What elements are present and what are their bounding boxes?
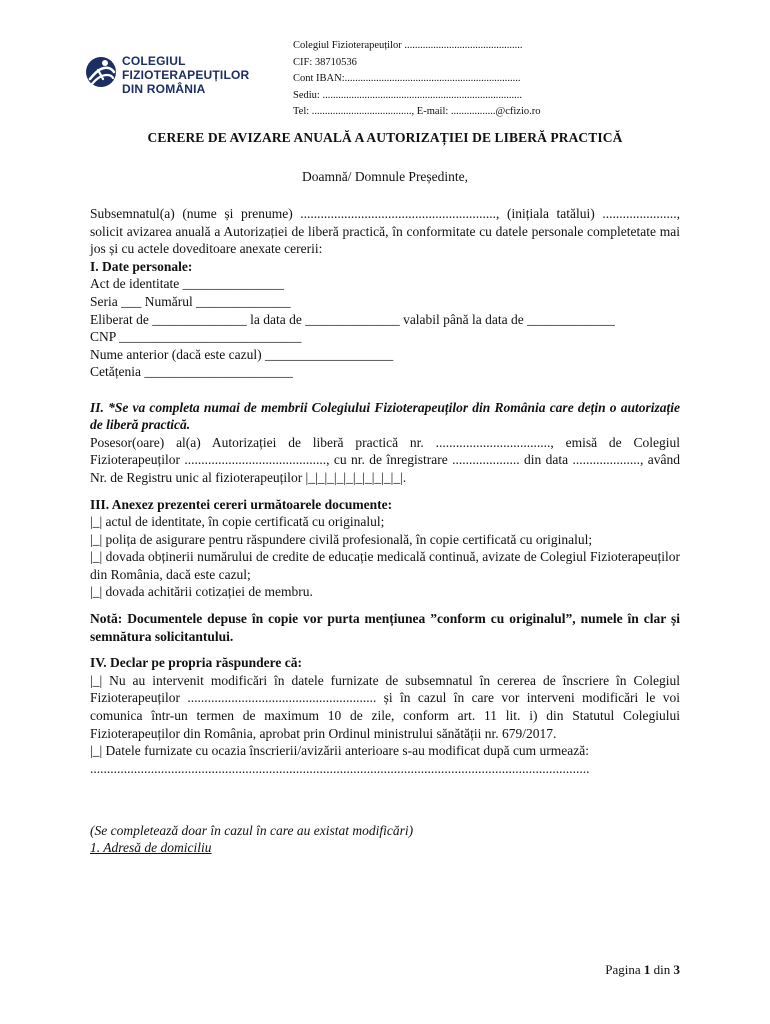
intro-paragraph: Subsemnatul(a) (nume și prenume) .........................................................., (inițiala tatălui) ......................, solicit avizarea anuală a Autorizației de liberă practică, în conformitate cu datele personale completetate mai jos și cu actele doveditoare anexate cererii: [90,206,680,257]
page-footer [605,962,680,978]
field-eliberat[interactable]: Eliberat de ______________ la data de ______________ valabil până la data de _____________ [90,311,615,327]
header-info-sediu: Sediu: ............................................................................ [293,89,522,101]
header-info-iban: Cont IBAN:................................................................... [293,73,521,84]
checkbox-item-act-identitate[interactable]: |_| actul de identitate, în copie certificată cu originalul; [90,514,385,530]
declaration-dots-line[interactable]: .................................................................................................................................................... [90,760,590,776]
field-nume-anterior[interactable]: Nume anterior (dacă este cazul) ___________________ [90,346,394,362]
section-1-heading: I. Date personale: [90,258,193,274]
footer-din-label: din [653,962,671,977]
section-2-text: Posesor(oare) al(a) Autorizației de liberă practică nr. .................................., emisă de Colegiul Fizioterapeuților .........................................., cu nr. de înregistrare .................... din data ...................., având Nr. de Registru unic al fizioterapeuților |_|_|_|_|_|_|_|_|_|_|. [90,434,680,485]
colegiu-logo [84,52,254,100]
section-3-heading: III. Anexez prezentei cereri următoarele documente: [90,496,393,512]
field-cnp[interactable]: CNP ___________________________ [90,329,302,345]
header-info-colegiu: Colegiul Fizioterapeuților ............................................. [293,40,523,51]
footer-page-number: 1 [643,962,651,977]
logo-line-3: DIN ROMÂNIA [122,82,206,96]
checkbox-item-cotizatie[interactable]: |_| dovada achitării cotizației de membru. [90,584,313,600]
header-info-cif: CIF: 38710536 [293,56,357,68]
header-info-block [293,38,540,121]
declaration-item-1[interactable]: |_| Nu au intervenit modificări în datele furnizate de subsemnatul în cererea de înscriere în Colegiul Fizioterapeuților ........................................................ și în cazul în care vor interveni modificări le voi comunica într-un termen de maximum 10 de zile, conform art. 11 lit. i) din Statutul Colegiului Fizioterapeuților din România, aprobat prin Ordinul ministrului sănătății nr. 679/2017. [90,672,680,741]
document-body [90,205,680,857]
checkbox-item-credite[interactable]: |_| dovada obținerii numărului de credite de educație medicală continuă, avizate de Colegiul Fizioterapeuților din România, dacă este cazul; [90,549,680,582]
logo-emblem-icon [84,52,120,92]
document-title: CERERE DE AVIZARE ANUALĂ A AUTORIZAȚIEI DE LIBERĂ PRACTICĂ [147,130,623,145]
checkbox-item-polita[interactable]: |_| polița de asigurare pentru răspundere civilă profesională, în copie certificată cu originalul; [90,531,593,547]
section-4-heading: IV. Declar pe propria răspundere că: [90,655,302,671]
field-act-identitate[interactable]: Act de identitate _______________ [90,276,284,292]
field-seria-numar[interactable]: Seria ___ Numărul ______________ [90,293,291,309]
header-info-contact: Tel: ......................................, E-mail: .................@cfizio.ro [293,106,541,117]
field-cetatenia[interactable]: Cetățenia ______________________ [90,364,293,380]
footer-total-pages: 3 [673,962,680,977]
section-2-heading: II. *Se va completa numai de membrii Colegiului Fizioterapeuților din România care dețin o autorizație de liberă practică. [90,399,680,433]
greeting: Doamnă/ Domnule Președinte, [301,169,469,184]
declaration-item-2[interactable]: |_| Datele furnizate cu ocazia înscrierii/avizării anterioare s-au modificat după cum urmează: [90,743,590,759]
modifications-note: (Se completează doar în cazul în care au existat modificări) [90,822,414,838]
footer-pagina-label: Pagina [605,962,641,977]
logo-line-1: COLEGIUL [122,54,186,68]
logo-line-2: FIZIOTERAPEUȚILOR [122,68,250,82]
address-heading: 1. Adresă de domiciliu [90,840,212,856]
nota-paragraph: Notă: Documentele depuse în copie vor purta mențiunea ”conform cu originalul”, numele în clar și semnătura solicitantului. [90,611,680,644]
logo-wordmark [122,54,249,96]
